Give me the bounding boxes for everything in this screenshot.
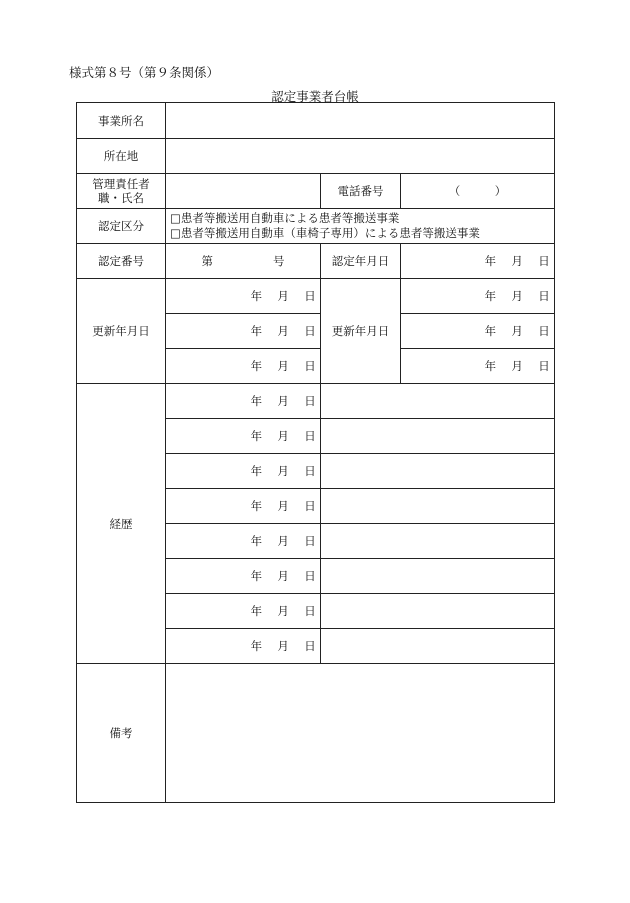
cert-date-field[interactable]	[401, 244, 555, 279]
date-placeholder	[251, 463, 316, 479]
date-month-label: 月	[277, 499, 290, 513]
history-date[interactable]	[166, 524, 321, 559]
date-year-label: 年	[250, 394, 263, 408]
renewal-date-left[interactable]	[166, 349, 321, 384]
date-month-label: 月	[277, 359, 290, 373]
date-month-label: 月	[277, 639, 290, 653]
date-year-label: 年	[484, 254, 497, 268]
date-placeholder	[485, 358, 550, 374]
date-day-label: 日	[304, 639, 316, 653]
history-entry[interactable]	[321, 629, 555, 664]
date-day-label: 日	[304, 569, 316, 583]
checkbox-icon[interactable]: □	[170, 226, 181, 240]
renewal-date-right[interactable]	[401, 314, 555, 349]
renewal-date-left[interactable]	[166, 279, 321, 314]
date-day-label: 日	[304, 429, 316, 443]
history-date[interactable]	[166, 384, 321, 419]
category-option-2[interactable]	[170, 226, 550, 241]
remarks-field[interactable]	[166, 664, 555, 803]
renewal-label-left: 更新年月日	[77, 279, 166, 384]
date-year-label: 年	[250, 359, 263, 373]
date-year-label: 年	[250, 324, 263, 338]
manager-label	[77, 174, 166, 209]
renewal-label-right: 更新年月日	[321, 279, 401, 384]
ledger-table	[76, 102, 555, 803]
row-category	[77, 209, 555, 244]
history-entry[interactable]	[321, 559, 555, 594]
date-month-label: 月	[511, 324, 524, 338]
date-placeholder	[485, 288, 550, 304]
category-option-text: 患者等搬送用自動車による患者等搬送事業	[180, 211, 400, 225]
date-year-label: 年	[250, 499, 263, 513]
date-day-label: 日	[304, 604, 316, 618]
cert-number-field[interactable]	[166, 244, 321, 279]
phone-label: 電話番号	[321, 174, 401, 209]
date-year-label: 年	[484, 289, 497, 303]
date-placeholder	[251, 498, 316, 514]
location-label: 所在地	[77, 139, 166, 174]
category-options	[166, 209, 555, 244]
date-placeholder	[485, 323, 550, 339]
cert-date-label: 認定年月日	[321, 244, 401, 279]
date-month-label: 月	[277, 534, 290, 548]
history-label: 経歴	[77, 384, 166, 664]
date-year-label: 年	[250, 289, 263, 303]
history-entry[interactable]	[321, 454, 555, 489]
cert-number-prefix: 第	[201, 254, 213, 268]
renewal-date-right[interactable]	[401, 349, 555, 384]
date-year-label: 年	[250, 604, 263, 618]
history-row	[77, 384, 555, 419]
row-remarks	[77, 664, 555, 803]
cert-number-suffix: 号	[273, 254, 285, 268]
history-date[interactable]	[166, 454, 321, 489]
renewal-date-left[interactable]	[166, 314, 321, 349]
date-day-label: 日	[304, 464, 316, 478]
row-location	[77, 139, 555, 174]
renewal-row	[77, 279, 555, 314]
date-day-label: 日	[304, 534, 316, 548]
date-placeholder	[251, 603, 316, 619]
date-month-label: 月	[511, 289, 524, 303]
date-month-label: 月	[277, 604, 290, 618]
cert-number-label: 認定番号	[77, 244, 166, 279]
date-month-label: 月	[511, 254, 524, 268]
date-month-label: 月	[277, 394, 290, 408]
date-placeholder	[251, 323, 316, 339]
date-placeholder	[251, 358, 316, 374]
date-day-label: 日	[538, 289, 550, 303]
history-date[interactable]	[166, 594, 321, 629]
date-placeholder	[251, 533, 316, 549]
manager-field[interactable]	[166, 174, 321, 209]
remarks-label: 備考	[77, 664, 166, 803]
date-year-label: 年	[484, 359, 497, 373]
date-placeholder	[251, 428, 316, 444]
date-day-label: 日	[538, 254, 550, 268]
history-date[interactable]	[166, 559, 321, 594]
date-day-label: 日	[304, 359, 316, 373]
row-cert-number	[77, 244, 555, 279]
manager-label-line2: 職・氏名	[98, 191, 144, 205]
row-manager	[77, 174, 555, 209]
date-day-label: 日	[538, 324, 550, 338]
category-option-1[interactable]	[170, 211, 550, 226]
history-entry[interactable]	[321, 489, 555, 524]
date-month-label: 月	[277, 429, 290, 443]
date-year-label: 年	[250, 464, 263, 478]
history-entry[interactable]	[321, 594, 555, 629]
history-entry[interactable]	[321, 419, 555, 454]
form-code: 様式第８号（第９条関係）	[69, 65, 220, 80]
date-month-label: 月	[511, 359, 524, 373]
renewal-date-right[interactable]	[401, 279, 555, 314]
date-year-label: 年	[484, 324, 497, 338]
history-date[interactable]	[166, 629, 321, 664]
date-placeholder	[251, 568, 316, 584]
category-label: 認定区分	[77, 209, 166, 244]
date-day-label: 日	[538, 359, 550, 373]
category-option-text: 患者等搬送用自動車（車椅子専用）による患者等搬送事業	[180, 226, 480, 240]
date-year-label: 年	[250, 569, 263, 583]
date-year-label: 年	[250, 429, 263, 443]
date-day-label: 日	[304, 394, 316, 408]
history-entry[interactable]	[321, 524, 555, 559]
phone-field[interactable]: （ ）	[401, 174, 555, 209]
history-date[interactable]	[166, 419, 321, 454]
date-day-label: 日	[304, 499, 316, 513]
location-field[interactable]	[166, 139, 555, 174]
date-day-label: 日	[304, 324, 316, 338]
date-placeholder	[251, 393, 316, 409]
date-year-label: 年	[250, 639, 263, 653]
business-name-label: 事業所名	[77, 103, 166, 139]
date-year-label: 年	[250, 534, 263, 548]
date-month-label: 月	[277, 324, 290, 338]
date-month-label: 月	[277, 569, 290, 583]
date-placeholder	[251, 638, 316, 654]
date-month-label: 月	[277, 464, 290, 478]
document-title: 認定事業者台帳	[271, 89, 359, 104]
business-name-field[interactable]	[166, 103, 555, 139]
history-date[interactable]	[166, 489, 321, 524]
date-month-label: 月	[277, 289, 290, 303]
checkbox-icon[interactable]: □	[170, 211, 181, 225]
row-business-name	[77, 103, 555, 139]
history-entry[interactable]	[321, 384, 555, 419]
date-day-label: 日	[304, 289, 316, 303]
date-placeholder	[485, 253, 550, 269]
date-placeholder	[251, 288, 316, 304]
manager-label-line1: 管理責任者	[92, 177, 150, 191]
